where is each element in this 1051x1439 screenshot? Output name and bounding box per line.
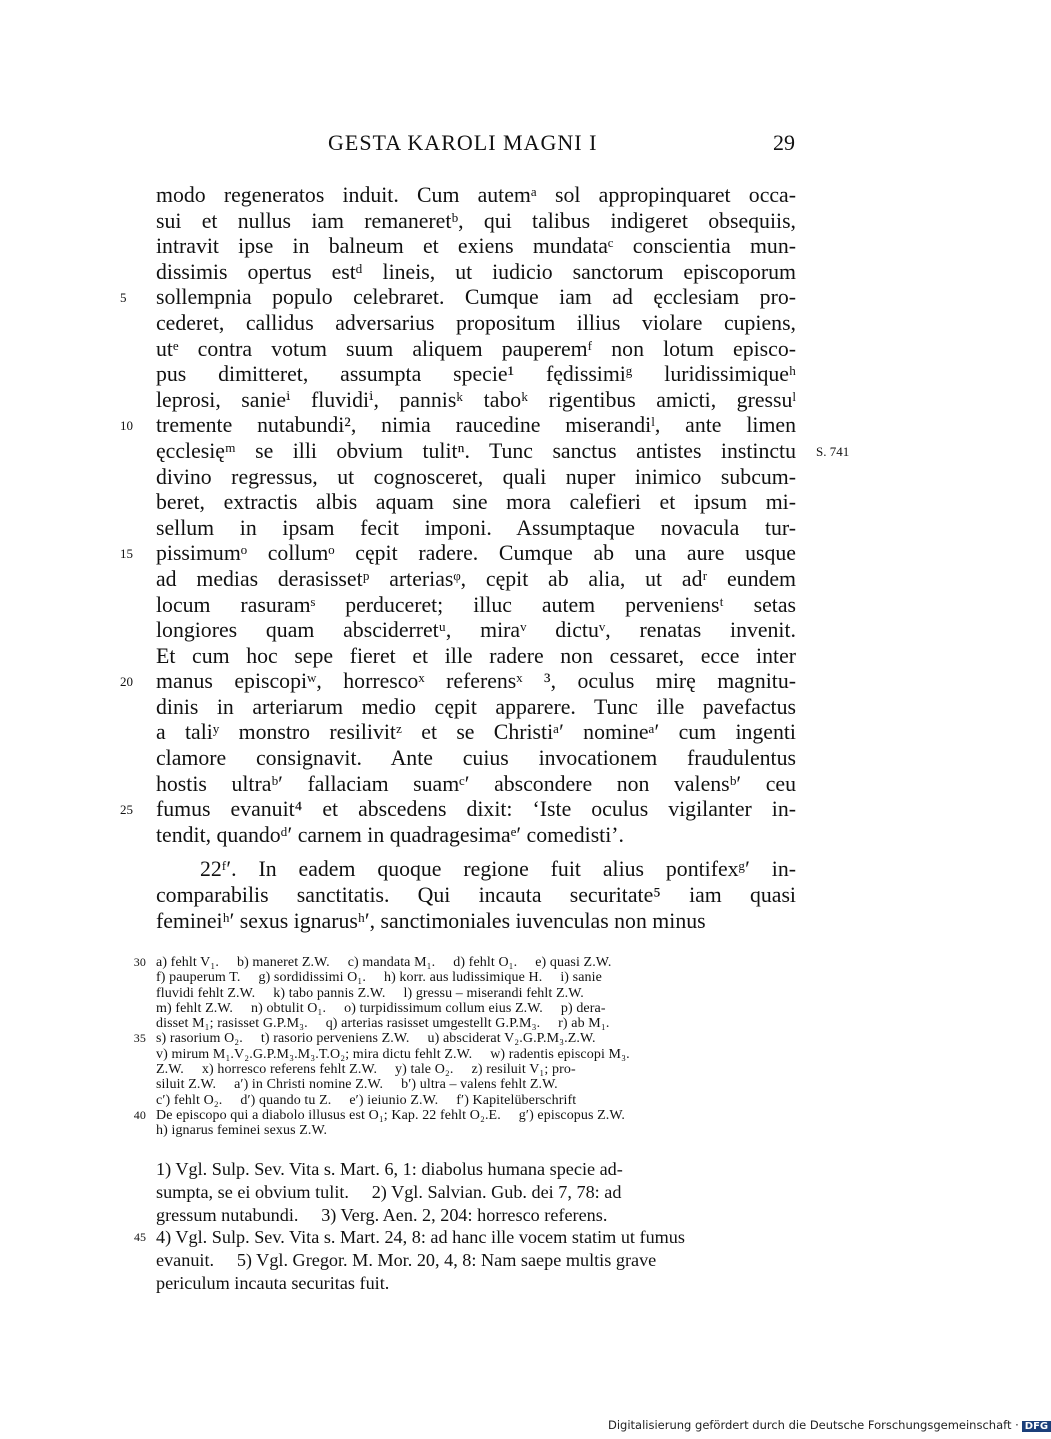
text-line	[156, 720, 796, 746]
apparatus-line	[156, 1062, 796, 1077]
text-line-text: manus episcopiʷ, horrescoˣ referensˣ ³, oculus mirę magnitu-	[156, 669, 796, 694]
text-line-text: cederet, callidus adversarius propositum illius violare cupiens,	[156, 310, 796, 335]
apparatus-line-text: siluit Z.W. a′) in Christi nomine Z.W. b′) ultra – valens fehlt Z.W.	[156, 1077, 558, 1093]
text-line-text: fumus evanuit⁴ et abscedens dixit: ‘Iste oculus vigilanter in-	[156, 797, 796, 822]
apparatus-line-text: a) fehlt V₁. b) maneret Z.W. c) mandata M₁. d) fehlt O₁. e) quasi Z.W.	[156, 955, 612, 970]
apparatus-line-text: m) fehlt Z.W. n) obtulit O₁. o) turpidissimum collum eius Z.W. p) dera-	[156, 1000, 606, 1016]
running-title: GESTA KAROLI MAGNI I	[328, 130, 598, 155]
footnote-line	[156, 1181, 796, 1204]
apparatus-line	[133, 1031, 796, 1047]
text-line-text: intravit ipse in balneum et exiens mundataᶜ conscientia mun-	[156, 234, 796, 259]
text-line	[156, 438, 850, 465]
apparatus-line-text: v) mirum M₁.V₂.G.P.M₃.M₃.T.O₂; mira dictu fehlt Z.W. w) radentis episcopi M₃.	[156, 1046, 630, 1062]
critical-apparatus	[133, 955, 796, 1139]
page-number: 29	[773, 130, 795, 155]
text-line	[156, 337, 796, 363]
text-line-text: locum rasuramˢ perduceret; illuc autem perveniensᵗ setas	[156, 592, 796, 617]
text-line-text: dissimis opertus estᵈ lineis, ut iudicio sanctorum episcoporum	[156, 259, 796, 284]
text-line-text: ęcclesięᵐ se illi obvium tulitⁿ. Tunc sanctus antistes instinctu	[156, 438, 796, 463]
line-number: 5	[120, 290, 127, 306]
text-line	[156, 209, 796, 235]
text-line	[156, 857, 796, 883]
line-number: 20	[120, 674, 133, 690]
footnote-line-text: 4) Vgl. Sulp. Sev. Vita s. Mart. 24, 8: ad hanc ille vocem statim ut fumus	[156, 1227, 685, 1248]
footnote-line	[134, 1226, 796, 1249]
text-line	[156, 567, 796, 593]
text-line	[156, 388, 796, 414]
text-line-text: sellum in ipsam fecit imponi. Assumptaque novacula tur-	[156, 515, 796, 540]
text-line	[156, 516, 796, 542]
footnote-line	[156, 1158, 796, 1181]
text-line	[156, 909, 796, 935]
text-line	[120, 669, 796, 695]
text-line	[156, 883, 796, 909]
text-line-text: pissimumᵒ collumᵒ cępit radere. Cumque ab una aure usque	[156, 541, 796, 566]
text-line-text: sollempnia populo celebraret. Cumque iam ad ęcclesiam pro-	[156, 285, 796, 310]
text-line	[156, 746, 796, 772]
apparatus-line-text: h) ignarus feminei sexus Z.W.	[156, 1123, 328, 1139]
text-line-text: comparabilis sanctitatis. Qui incauta securitate⁵ iam quasi	[156, 883, 796, 908]
text-line	[120, 797, 796, 823]
footnote-line	[156, 1204, 796, 1227]
apparatus-line	[156, 1077, 796, 1092]
text-line-text: Et cum hoc sepe fieret et ille radere non cessaret, ecce inter	[156, 643, 796, 668]
running-header	[0, 130, 1000, 160]
text-line-text: dinis in arteriarum medio cępit apparere. Tunc ille pavefactus	[156, 694, 796, 719]
text-line-text: longiores quam absciderretᵘ, miraᵛ dictuᵛ, renatas invenit.	[156, 618, 796, 643]
text-line	[156, 823, 796, 849]
apparatus-line	[133, 955, 796, 970]
apparatus-line	[156, 970, 796, 985]
text-line	[120, 285, 796, 311]
apparatus-line-text: c′) fehlt O₂. d′) quando tu Z. e′) ieiunio Z.W. f′) Kapitelüberschrift	[156, 1092, 577, 1108]
text-line	[120, 413, 796, 439]
text-line	[156, 618, 796, 644]
apparatus-line-text: s) rasorium O₂. t) rasorio perveniens Z.W. u) absciderat V₂.G.P.M₃.Z.W.	[156, 1031, 596, 1047]
text-line-text: beret, extractis albis aquam sine mora calefieri et ipsum mi-	[156, 490, 796, 515]
apparatus-line	[156, 1047, 796, 1062]
line-number: 25	[120, 802, 133, 818]
line-number: 40	[133, 1107, 146, 1122]
text-line-text: femineiʰ′ sexus ignarusʰ′, sanctimoniales iuvenculas non minus	[156, 908, 706, 933]
text-line-text: 22ᶠ′. In eadem quoque regione fuit alius pontifexᵍ′ in-	[200, 857, 796, 882]
footnote-line-text: periculum incauta securitas fuit.	[156, 1272, 390, 1293]
text-line-text: modo regeneratos induit. Cum autemᵃ sol appropinquaret occa-	[156, 183, 796, 207]
text-line	[156, 362, 796, 388]
text-line	[156, 593, 796, 619]
apparatus-line-text: f) pauperum T. g) sordidissimi O₁. h) korr. aus ludissimique H. i) sanie	[156, 970, 602, 986]
text-line-text: sui et nullus iam remaneretᵇ, qui talibus indigeret obsequiis,	[156, 208, 796, 233]
dfg-logo: DFG	[1022, 1421, 1051, 1432]
apparatus-line-text: disset M₁; rasisset G.P.M₃. q) arterias rasisset umgestellt G.P.M₃. r) ab M₁.	[156, 1016, 610, 1032]
apparatus-line	[156, 1093, 796, 1108]
footnote-line-text: sumpta, se ei obvium tulit. 2) Vgl. Salvian. Gub. dei 7, 78: ad	[156, 1181, 622, 1202]
text-line	[156, 695, 796, 721]
apparatus-line	[156, 986, 796, 1001]
text-line	[156, 311, 796, 337]
text-line	[156, 644, 796, 670]
apparatus-line-text: fluvidi fehlt Z.W. k) tabo pannis Z.W. l) gressu – miserandi fehlt Z.W.	[156, 985, 584, 1001]
text-line-text: a taliʸ monstro resilivitᶻ et se Christiᵃ′ nomineᵃ′ cum ingenti	[156, 720, 796, 745]
footnote-line-text: 1) Vgl. Sulp. Sev. Vita s. Mart. 6, 1: diabolus humana specie ad-	[156, 1159, 623, 1179]
text-line	[120, 541, 796, 567]
apparatus-line-text: De episcopo qui a diabolo illusus est O₁; Kap. 22 fehlt O₂.E. g′) episcopus Z.W.	[156, 1107, 626, 1123]
apparatus-line	[156, 1001, 796, 1016]
footnote-line	[156, 1249, 796, 1272]
text-line-text: pus dimitteret, assumpta specie¹ fędissimiᵍ luridissimiqueʰ	[156, 362, 796, 387]
text-line	[156, 260, 796, 286]
text-line-text: ad medias derasissetᵖ arteriasᵠ, cępit ab alia, ut adʳ eundem	[156, 566, 796, 591]
line-number: 15	[120, 546, 133, 562]
apparatus-line	[156, 1016, 796, 1031]
text-line	[156, 465, 796, 491]
line-number: 10	[120, 418, 133, 434]
text-line	[156, 490, 796, 516]
text-line-text: hostis ultraᵇ′ fallaciam suamᶜ′ abscondere non valensᵇ′ ceu	[156, 771, 796, 796]
credit-text: Digitalisierung gefördert durch die Deutsche Forschungsgemeinschaft ·	[608, 1418, 1019, 1432]
margin-page-reference: S. 741	[816, 443, 850, 459]
text-line	[156, 234, 796, 260]
source-footnotes	[134, 1158, 796, 1295]
footnote-line-text: evanuit. 5) Vgl. Gregor. M. Mor. 20, 4, 8: Nam saepe multis grave	[156, 1250, 657, 1271]
text-line-text: clamore consignavit. Ante cuius invocationem fraudulentus	[156, 746, 796, 771]
line-number: 45	[134, 1230, 146, 1245]
digitization-credit	[608, 1418, 1051, 1432]
text-line	[156, 183, 796, 209]
text-line-text: leprosi, sanieⁱ fluvidiⁱ, pannisᵏ taboᵏ rigentibus amicti, gressuˡ	[156, 387, 796, 412]
apparatus-line-text: Z.W. x) horresco referens fehlt Z.W. y) tale O₂. z) resiluit V₁; pro-	[156, 1062, 576, 1078]
apparatus-line	[156, 1123, 796, 1138]
apparatus-line	[133, 1107, 796, 1123]
footnote-line	[156, 1272, 796, 1295]
text-line	[156, 772, 796, 798]
text-line-text: utᵉ contra votum suum aliquem pauperemᶠ non lotum episco-	[156, 336, 796, 361]
main-text	[120, 183, 850, 934]
line-number: 35	[133, 1031, 146, 1046]
text-line-text: divino regressus, ut cognosceret, quali nuper inimico subcum-	[156, 464, 796, 489]
text-line-text: tendit, quandoᵈ′ carnem in quadragesimaᵉ′ comedisti’.	[156, 822, 624, 847]
line-number: 30	[133, 955, 146, 969]
text-line-text: tremente nutabundi², nimia raucedine miserandiˡ, ante limen	[156, 413, 796, 438]
footnote-line-text: gressum nutabundi. 3) Verg. Aen. 2, 204: horresco referens.	[156, 1204, 608, 1225]
